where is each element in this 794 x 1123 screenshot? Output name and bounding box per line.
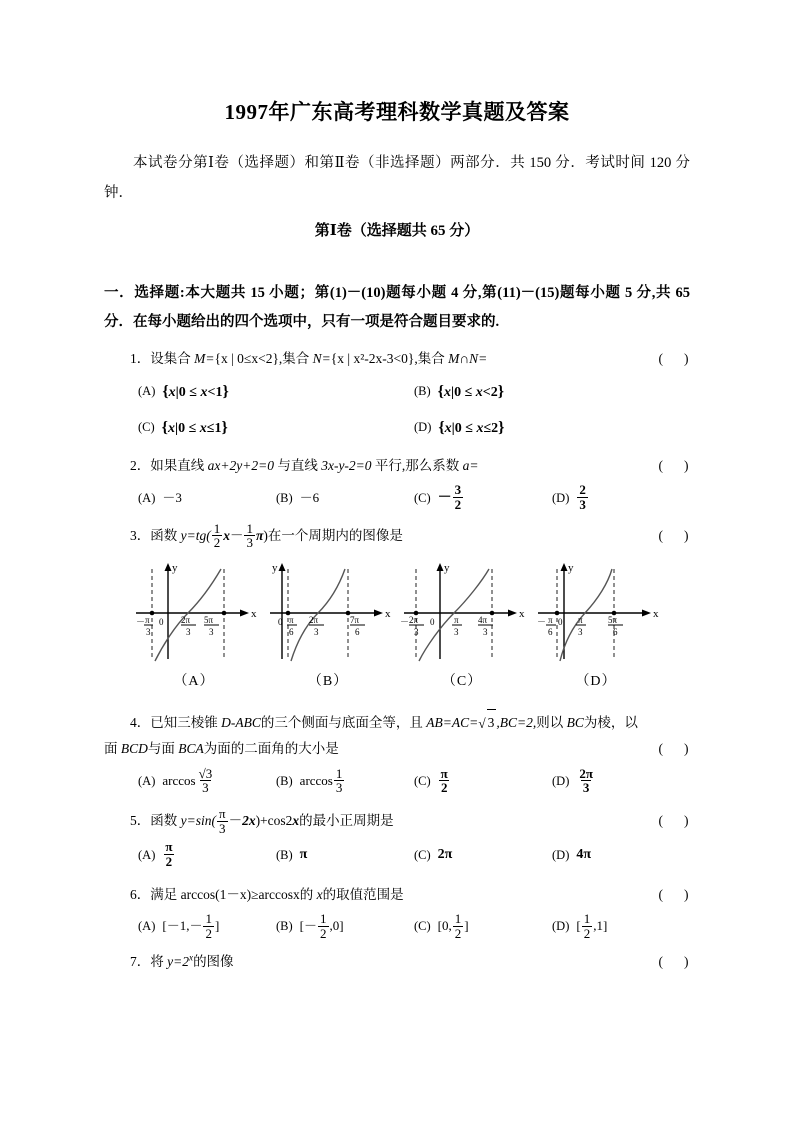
option-4d-tag: (D) <box>552 774 570 789</box>
question-6-stem <box>104 882 690 908</box>
q5-text-2: )+cos2 <box>255 813 293 829</box>
option-1a-tag: (A) <box>138 384 156 399</box>
question-4-number: 4． <box>130 715 151 731</box>
question-3-number: 3． <box>130 527 151 543</box>
figure-a <box>128 555 260 695</box>
option-4d[interactable] <box>552 765 690 796</box>
option-1a-var: x <box>168 385 176 401</box>
question-6-number: 6． <box>130 886 151 902</box>
option-1c-body: {x|0 ≤ x≤1} <box>161 418 228 436</box>
option-2b-tag: (B) <box>276 490 293 505</box>
svg-text:3: 3 <box>578 626 583 637</box>
q2-text-3: 平行,那么系数 <box>374 457 460 473</box>
q6-var: x <box>316 886 323 902</box>
option-1b[interactable] <box>414 377 690 407</box>
option-5a-tag: (A) <box>138 847 156 862</box>
option-1d-lo: 0 <box>454 420 462 436</box>
question-5-options <box>104 841 690 869</box>
option-6d-den: 2 <box>583 925 591 941</box>
q3-frac2-num: 1 <box>246 520 253 536</box>
figure-d-graph <box>530 555 662 667</box>
figure-a-graph <box>128 555 260 667</box>
svg-text:3: 3 <box>414 626 419 637</box>
question-5-number: 5． <box>130 813 151 829</box>
option-4b-body <box>299 765 346 796</box>
q3-var2: π <box>255 527 264 543</box>
option-1d-rel2: ≤ <box>483 420 492 436</box>
q2-eq-1: ax+2y+2=0 <box>207 457 274 473</box>
question-3-answer-bracket: ( ) <box>658 527 690 543</box>
question-7 <box>104 949 690 975</box>
question-1-answer-bracket: ( ) <box>658 350 690 366</box>
q7-text-1: 将 <box>150 954 164 970</box>
option-2c[interactable] <box>414 484 552 512</box>
question-1-options-row-1 <box>104 377 690 407</box>
option-6b-pre: [－ <box>299 918 318 934</box>
q1-text-2: 集合 <box>282 350 310 366</box>
option-1b-lo: 0 <box>454 385 462 401</box>
svg-text:－: － <box>537 616 547 627</box>
question-2-stem <box>104 453 690 479</box>
option-6d[interactable] <box>552 910 690 941</box>
q1-set-n-body: {x | x²-2x-3<0} <box>330 350 415 366</box>
svg-text:3: 3 <box>314 626 319 637</box>
option-6b-den: 2 <box>320 925 327 941</box>
option-2a-tag: (A) <box>138 490 156 505</box>
option-1c-lo: 0 <box>178 420 186 436</box>
svg-text:π: π <box>145 614 150 625</box>
option-6b-num: 1 <box>320 910 327 926</box>
question-7-answer-bracket: ( ) <box>658 954 690 970</box>
option-2a[interactable] <box>138 484 276 512</box>
option-6c-den: 2 <box>454 925 462 941</box>
svg-text:2π: 2π <box>181 614 191 625</box>
q4-var-1: D-ABC <box>221 715 261 731</box>
question-2-answer-bracket: ( ) <box>658 457 690 473</box>
question-4 <box>104 709 690 796</box>
option-1c[interactable] <box>138 413 414 443</box>
q5-var2: x <box>292 813 300 829</box>
question-4-options <box>104 765 690 796</box>
option-4b-fn: arccos <box>299 772 333 788</box>
q4-text-1: 已知三棱锥 <box>150 715 218 731</box>
q6-text-3: 的取值范围是 <box>322 886 404 902</box>
option-5d-tag: (D) <box>552 847 570 862</box>
option-1d-tag: (D) <box>414 419 432 434</box>
option-6d-num: 1 <box>583 910 591 926</box>
option-6c-post: ] <box>464 918 469 934</box>
option-1d-var: x <box>444 420 452 436</box>
option-4c-tag: (C) <box>414 774 431 789</box>
svg-text:－: － <box>136 616 146 627</box>
option-5d[interactable] <box>552 841 690 869</box>
svg-text:7π: 7π <box>350 614 360 625</box>
option-2a-body: －3 <box>162 490 182 506</box>
option-5d-body: 4π <box>576 847 592 863</box>
option-1b-rel1: ≤ <box>464 385 473 401</box>
option-2c-tag: (C) <box>414 490 431 505</box>
option-4a-den: 3 <box>202 780 209 796</box>
q3-frac2-den: 3 <box>246 535 253 551</box>
q4-text-2: 的三个侧面与底面全等，且 <box>260 715 423 731</box>
question-3-stem <box>104 520 690 551</box>
svg-text:3: 3 <box>186 626 191 637</box>
svg-text:π: π <box>289 614 294 625</box>
q4-text-5: 面 <box>104 741 118 757</box>
option-5c-tag: (C) <box>414 847 431 862</box>
option-6d-tag: (D) <box>552 919 570 934</box>
option-4c-num: π <box>440 765 448 781</box>
q5-text-1: 函数 <box>150 813 178 829</box>
option-1a-rel1: ≤ <box>189 385 197 401</box>
option-1a-hi: 1 <box>215 385 223 401</box>
question-7-stem <box>104 949 690 975</box>
option-1d-body: {x|0 ≤ x≤2} <box>438 418 505 436</box>
option-1c-rel1: ≤ <box>188 420 197 436</box>
option-6d-post: ,1] <box>593 918 608 934</box>
q3-func: y=tg( <box>180 527 211 543</box>
option-5a-body <box>162 841 175 869</box>
q5-minus: － <box>228 813 243 829</box>
option-6b-body <box>299 910 344 941</box>
question-2 <box>104 453 690 513</box>
option-4d-num: 2π <box>579 765 593 781</box>
q3-text-2: )在一个周期内的图像是 <box>263 527 403 543</box>
q6-text-2: 的 <box>299 886 314 902</box>
q4-text-6: 与面 <box>147 741 175 757</box>
svg-text:2π: 2π <box>409 614 419 625</box>
option-6a-tag: (A) <box>138 919 156 934</box>
option-2c-body <box>438 484 465 512</box>
svg-text:y: y <box>172 561 178 574</box>
option-5a[interactable] <box>138 841 276 869</box>
option-1b-hi: 2 <box>490 385 498 401</box>
option-2d-den: 3 <box>579 496 586 512</box>
option-1b-tag: (B) <box>414 384 431 399</box>
option-4a-tag: (A) <box>138 774 156 789</box>
option-1c-var2: x <box>199 420 207 436</box>
q3-frac1-den: 2 <box>213 535 221 551</box>
option-1a-rel2: < <box>207 385 216 401</box>
figure-b-graph <box>262 555 394 667</box>
q4-var-6: BCA <box>178 741 204 757</box>
question-2-options <box>104 484 690 512</box>
svg-text:4π: 4π <box>478 614 488 625</box>
option-4c[interactable] <box>414 765 552 796</box>
option-5b-tag: (B) <box>276 847 293 862</box>
q1-set-m: M= <box>194 350 215 366</box>
option-6c-body <box>437 910 469 941</box>
question-5-answer-bracket: ( ) <box>658 813 690 829</box>
q6-formula: arccos(1－x)≥arccosx <box>180 886 300 902</box>
q5-frac-den: 3 <box>219 820 226 836</box>
q4-var-5: BCD <box>120 741 148 757</box>
figure-b-label: （B） <box>307 673 349 689</box>
q5-frac-num: π <box>218 806 226 822</box>
q4-sqrt-body: 3 <box>487 709 497 736</box>
svg-text:y: y <box>568 561 574 574</box>
option-5a-den: 2 <box>165 853 173 869</box>
option-2b-body: －6 <box>299 490 320 506</box>
question-3 <box>104 520 690 696</box>
option-1d-hi: 2 <box>491 420 499 436</box>
svg-text:3: 3 <box>209 626 214 637</box>
page-title: 1997年广东高考理科数学真题及答案 <box>224 100 570 124</box>
svg-text:3: 3 <box>483 626 488 637</box>
question-6-options <box>104 910 690 941</box>
q1-set-n: N= <box>312 350 331 366</box>
svg-text:π: π <box>578 614 583 625</box>
question-2-number: 2． <box>130 457 151 473</box>
option-2d[interactable] <box>552 484 690 512</box>
option-6c-tag: (C) <box>414 919 431 934</box>
option-2b[interactable] <box>276 484 414 512</box>
q2-text-1: 如果直线 <box>150 457 205 473</box>
question-5-stem <box>104 808 690 836</box>
question-1-options-row-2 <box>104 413 690 443</box>
option-1b-var: x <box>443 385 451 401</box>
question-1 <box>104 346 690 443</box>
option-4b-tag: (B) <box>276 774 293 789</box>
q1-intersection: M∩N= <box>448 350 488 366</box>
option-1a-body: {x|0 ≤ x<1} <box>162 383 229 401</box>
svg-text:0: 0 <box>159 616 164 627</box>
option-5b[interactable] <box>276 841 414 869</box>
option-1a-var2: x <box>200 385 208 401</box>
q3-var1: x <box>223 527 230 543</box>
figure-c <box>396 555 528 695</box>
option-1c-hi: 1 <box>214 420 222 436</box>
sqrt-icon: √ <box>478 716 486 732</box>
question-1-number: 1． <box>130 350 151 366</box>
option-5c-body: 2π <box>437 847 453 863</box>
option-6a-body <box>162 910 220 941</box>
q3-text-1: 函数 <box>150 527 178 543</box>
question-7-number: 7． <box>130 954 151 970</box>
q5-var1: 2x <box>242 813 256 829</box>
option-2c-den: 2 <box>454 496 462 512</box>
option-6b[interactable] <box>276 910 414 941</box>
svg-text:2π: 2π <box>309 614 319 625</box>
question-5 <box>104 808 690 870</box>
figure-a-label: （A） <box>173 673 215 689</box>
option-4d-den: 3 <box>582 780 590 796</box>
figure-c-label: （C） <box>441 673 483 689</box>
q2-text-2: 与直线 <box>277 457 318 473</box>
svg-text:0: 0 <box>278 616 283 627</box>
option-4a-num: √3 <box>198 765 213 781</box>
question-4-stem-line-2 <box>104 736 690 762</box>
q3-frac1-num: 1 <box>213 520 221 536</box>
q4-text-3: 则以 <box>536 715 564 731</box>
figure-d <box>530 555 662 695</box>
option-6d-body <box>576 910 608 941</box>
option-5b-body: π <box>299 847 308 863</box>
svg-text:y: y <box>444 561 450 574</box>
question-3-figures <box>104 551 690 695</box>
q2-eq-3: a= <box>462 457 479 473</box>
svg-text:3: 3 <box>454 626 459 637</box>
option-6c-num: 1 <box>454 910 462 926</box>
option-6a-pre: [－1,－ <box>162 918 203 934</box>
intro-paragraph: 本试卷分第Ⅰ卷（选择题）和第Ⅱ卷（非选择题）两部分．共 150 分．考试时间 120 分钟． <box>104 155 690 202</box>
svg-text:0: 0 <box>430 616 435 627</box>
q4-text-7: 为面的二面角的大小是 <box>203 741 339 757</box>
option-4a[interactable] <box>138 765 276 796</box>
question-4-answer-bracket: ( ) <box>658 741 690 757</box>
q1-text-3: 集合 <box>417 350 445 366</box>
svg-text:x: x <box>653 607 659 620</box>
question-1-stem: 1．设集合 M={x | 0≤x<2},集合 N={x | x²-2x-3<0},集合 M∩N= ( ) <box>104 346 690 372</box>
q4-var-4: BC <box>566 715 584 731</box>
svg-text:0: 0 <box>558 616 563 627</box>
option-6c-pre: [0, <box>437 918 452 934</box>
question-4-stem-line-1 <box>104 709 690 736</box>
option-6a-den: 2 <box>205 925 212 941</box>
option-1b-rel2: < <box>482 385 491 401</box>
q5-text-3: 的最小正周期是 <box>299 813 394 829</box>
svg-text:x: x <box>385 607 391 620</box>
option-4d-body <box>576 765 596 796</box>
option-1d[interactable] <box>414 413 690 443</box>
svg-text:－: － <box>400 616 410 627</box>
svg-text:6: 6 <box>548 626 553 637</box>
q7-text-2: 的图像 <box>193 954 234 970</box>
svg-text:y: y <box>272 561 278 574</box>
option-2d-body <box>576 484 589 512</box>
option-2d-num: 2 <box>579 482 586 498</box>
q4-var-3: ,BC=2, <box>496 715 537 731</box>
svg-text:6: 6 <box>355 626 360 637</box>
option-2c-num: 3 <box>454 482 462 498</box>
section-heading: 一．选择题:本大题共 15 小题；第(1)－(10)题每小题 4 分,第(11)－(15)题每小题 5 分,共 65 分．在每小题给出的四个选项中，只有一项是符合题目要求的. <box>104 285 690 330</box>
svg-text:x: x <box>251 607 257 620</box>
option-4b-den: 3 <box>335 780 343 796</box>
q7-exponent: x <box>188 952 194 963</box>
option-4c-body <box>438 765 451 796</box>
option-1d-var2: x <box>476 420 484 436</box>
q1-text-1: 设集合 <box>150 350 191 366</box>
option-1c-rel2: ≤ <box>206 420 215 436</box>
option-6a-num: 1 <box>205 910 212 926</box>
option-4a-body <box>162 765 215 796</box>
option-6a-post: ] <box>214 918 220 934</box>
svg-text:6: 6 <box>289 626 294 637</box>
svg-text:π: π <box>454 614 459 625</box>
option-4b[interactable] <box>276 765 414 796</box>
option-6b-tag: (B) <box>276 919 293 934</box>
svg-text:5π: 5π <box>204 614 214 625</box>
option-1a-lo: 0 <box>178 385 186 401</box>
svg-text:x: x <box>519 607 525 620</box>
option-5c[interactable] <box>414 841 552 869</box>
option-6b-post: ,0] <box>329 918 344 934</box>
option-1c-var: x <box>167 420 175 436</box>
svg-text:5π: 5π <box>608 614 618 625</box>
question-6-answer-bracket: ( ) <box>658 886 690 902</box>
figure-b <box>262 555 394 695</box>
option-6c[interactable] <box>414 910 552 941</box>
figure-d-label: （D） <box>575 673 617 689</box>
option-2c-sign: － <box>437 490 452 506</box>
option-6a[interactable] <box>138 910 276 941</box>
option-4a-fn: arccos <box>162 772 196 788</box>
q7-func: y=2 <box>167 954 189 970</box>
q1-set-m-body: {x | 0≤x<2} <box>214 350 279 366</box>
option-1d-rel1: ≤ <box>465 420 473 436</box>
option-5a-num: π <box>165 839 173 855</box>
q3-minus: － <box>229 527 244 543</box>
option-4b-num: 1 <box>335 765 343 781</box>
q2-eq-2: 3x-y-2=0 <box>321 457 372 473</box>
option-1b-body: {x|0 ≤ x<2} <box>437 383 505 401</box>
option-1c-tag: (C) <box>138 419 155 434</box>
option-1a[interactable] <box>138 377 414 407</box>
q5-func: y=sin( <box>180 813 216 829</box>
option-4c-den: 2 <box>440 780 448 796</box>
q4-var-2: AB=AC= <box>426 715 479 731</box>
part-heading: 第Ⅰ卷（选择题共 65 分） <box>314 222 480 239</box>
option-2d-tag: (D) <box>552 490 570 505</box>
figure-c-graph <box>396 555 528 667</box>
svg-text:6: 6 <box>613 626 618 637</box>
q4-text-4: 为棱，以 <box>583 715 638 731</box>
q6-text-1: 满足 <box>150 886 178 902</box>
option-1b-var2: x <box>475 385 483 401</box>
svg-text:3: 3 <box>146 626 151 637</box>
svg-text:π: π <box>548 614 553 625</box>
question-6 <box>104 882 690 942</box>
option-6d-pre: [ <box>576 918 581 934</box>
